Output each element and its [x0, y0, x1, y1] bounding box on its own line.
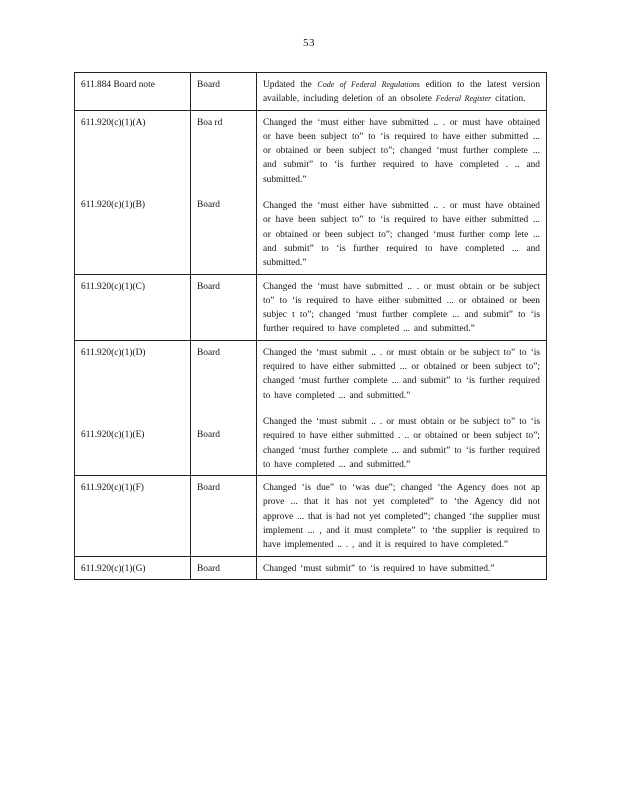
table-row	[75, 340, 547, 475]
table-row	[75, 110, 547, 274]
section-cell	[75, 556, 191, 579]
source-label: Board	[197, 430, 220, 441]
source-cell	[191, 274, 257, 340]
action-cell	[257, 110, 547, 274]
section-reference: 611.920(c)(1)(A)	[81, 117, 146, 128]
table-row	[75, 556, 547, 579]
source-label: Board	[197, 563, 220, 574]
federal-register-title: Federal Register	[435, 94, 492, 104]
section-reference: 611.920(c)(1)(G)	[81, 563, 146, 574]
source-label: Boa rd	[197, 117, 223, 128]
action-cell	[257, 340, 547, 475]
source-cell	[191, 556, 257, 579]
action-cell	[257, 73, 547, 111]
action-cell	[257, 274, 547, 340]
amendments-table	[74, 72, 547, 580]
action-cell	[257, 476, 547, 556]
source-cell	[191, 340, 257, 475]
section-reference: 611.884 Board note	[81, 80, 155, 90]
section-reference: 611.920(c)(1)(B)	[81, 199, 145, 210]
source-label: Board	[197, 80, 220, 90]
action-text: Changed the ‘must have submitted .. . or must obtain or be subject to” to ‘is required to have either submitted ... or obtained or been subjec t to”; changed ‘must further complete ... and submit” to ‘is further required to have completed ... and submitted.”	[263, 281, 540, 335]
section-reference: 611.920(c)(1)(E)	[81, 430, 145, 441]
source-label: Board	[197, 281, 220, 292]
action-cell	[257, 556, 547, 579]
section-cell	[75, 73, 191, 111]
action-text: Changed ‘is due” to ‘was due”; changed ‘the Agency does not ap prove ... that it has not yet completed” to ‘the Agency did not approve ... that is had not yet completed”; changed ‘the supplier must implement ... , and it must complete” to ‘the supplier is required to have implemented .. . , and it is required to have completed.”	[263, 483, 540, 551]
action-text: Changed the ‘must either have submitted .. . or must have obtained or have been subject to” to ‘is required to have either submitted ... or obtained or been subject to”; changed ‘must further complete ... and submit” to ‘is further required to have completed . .. and submitted.”	[263, 117, 540, 185]
table-row	[75, 274, 547, 340]
source-label: Board	[197, 347, 220, 358]
section-cell	[75, 110, 191, 274]
section-reference: 611.920(c)(1)(F)	[81, 483, 144, 494]
action-text: Changed the ‘must submit .. . or must obtain or be subject to” to ‘is required to have either submitted . .. or obtained or been subject to”; changed ‘must further complete ... and submit” to ‘is further required to have completed ... and submitted.”	[263, 416, 540, 470]
action-text: Changed ‘must submit” to ‘is required to have submitted.”	[263, 563, 495, 574]
source-label: Board	[197, 199, 220, 210]
action-text: Updated the Code of Federal Regulations edition to the latest version available, including deletion of an obsolete Federal Register citation.	[263, 80, 541, 105]
action-text: Changed the ‘must submit .. . or must obtain or be subject to” to ‘is required to have either submitted ... or obtained or been subject to”; changed ‘must further complete ... and submit” to ‘is further required to have completed ... and submitted.”	[263, 347, 540, 401]
action-text: Changed the ‘must either have submitted .. . or must have obtained or have been subject to” to ‘is required to have either submitted ... or obtained or been subject to”; changed ‘must further comp lete ... and submit” to ‘is further required to have completed ... and submitted.”	[263, 201, 540, 269]
source-cell	[191, 110, 257, 274]
section-reference: 611.920(c)(1)(C)	[81, 281, 145, 292]
section-cell	[75, 476, 191, 556]
page-number: 53	[303, 37, 315, 49]
section-reference: 611.920(c)(1)(D)	[81, 347, 146, 358]
table-row	[75, 73, 547, 111]
source-label: Board	[197, 483, 220, 494]
cfr-title: Code of Federal Regulations	[317, 80, 420, 89]
source-cell	[191, 73, 257, 111]
table-row	[75, 476, 547, 556]
source-cell	[191, 476, 257, 556]
section-cell	[75, 274, 191, 340]
section-cell	[75, 340, 191, 475]
